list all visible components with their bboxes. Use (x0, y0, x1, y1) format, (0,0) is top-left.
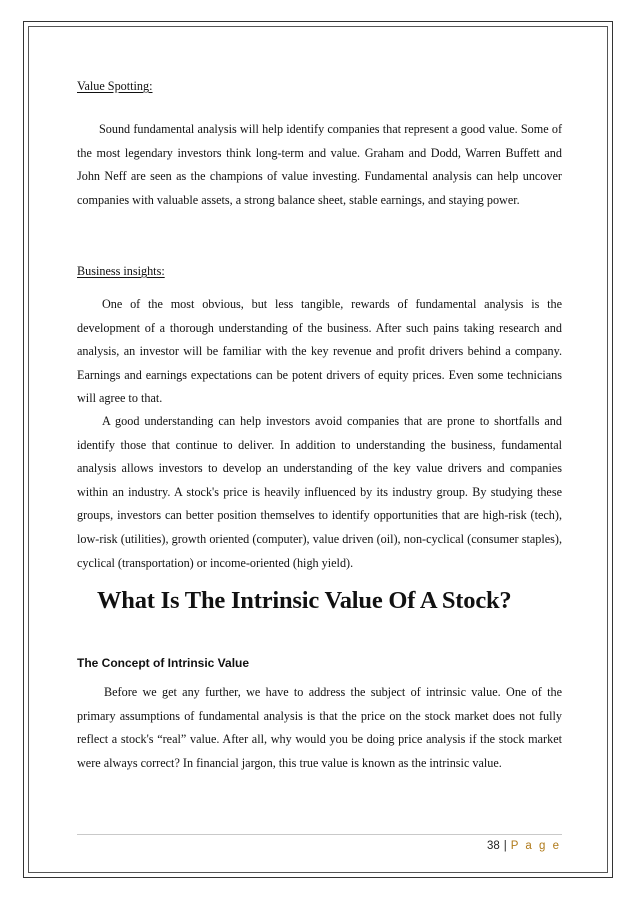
page-number: 38 (486, 840, 500, 852)
intrinsic-value-paragraph: Before we get any further, we have to address the subject of intrinsic value. One of the primary assumptions of fundamental analysis is that the price on the stock market does not fully reflect a stock's “real” value. After all, why would you be doing price analysis if the stock market were always correct? In financial jargon, this true value is known as the intrinsic value. (77, 685, 562, 770)
business-insights-heading: Business insights: (77, 264, 165, 278)
business-insights-paragraph-2: A good understanding can help investors avoid companies that are prone to shortfalls and identify those that continue to deliver. In addition to understanding the business, fundamental analysis allows investors to develop an understanding of the key value drivers and companies within an industry. A stock's price is heavily influenced by its industry group. By studying these groups, investors can better position themselves to identify opportunities that are high-risk (tech), low-risk (utilities), growth oriented (computer), value driven (oil), non-cyclical (consumer staples), cyclical (transportation) or income-oriented (high yield). (77, 414, 562, 570)
page-label: P a g e (510, 840, 561, 852)
business-insights-paragraph-1: One of the most obvious, but less tangible, rewards of fundamental analysis is the development of a thorough understanding of the business. After such pains taking research and analysis, an investor will be familiar with the key revenue and profit drivers behind a company. Earnings and earnings expectations can be potent drivers of equity prices. Even some technicians will agree to that. (77, 297, 562, 406)
page-footer (487, 840, 561, 852)
value-spotting-paragraph: Sound fundamental analysis will help identify companies that represent a good value. Some of the most legendary investors think long-term and value. Graham and Dodd, Warren Buffett and John Neff are seen as the champions of value investing. Fundamental analysis can help uncover companies with valuable assets, a strong balance sheet, stable earnings, and staying power. (77, 122, 562, 207)
value-spotting-heading: Value Spotting: (77, 79, 153, 93)
footer-separator: | (503, 840, 507, 852)
footer-divider (77, 834, 562, 835)
concept-of-intrinsic-value-heading: The Concept of Intrinsic Value (77, 656, 250, 670)
intrinsic-value-title: What Is The Intrinsic Value Of A Stock? (97, 587, 512, 614)
